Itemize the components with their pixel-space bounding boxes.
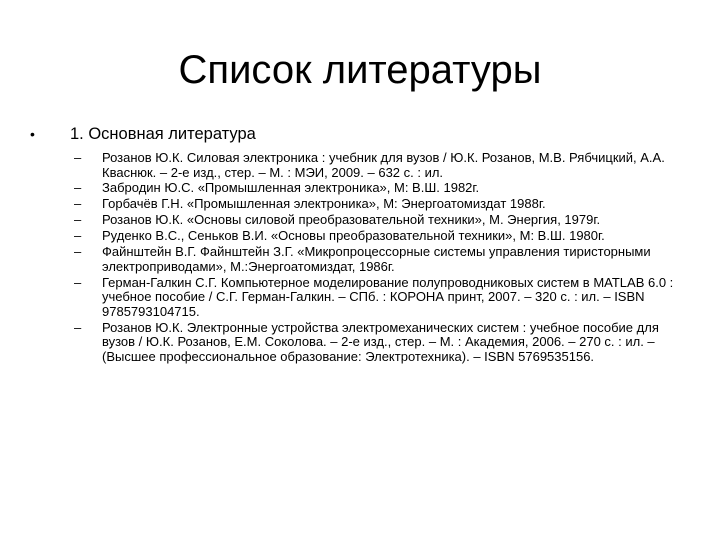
reference-text: Горбачёв Г.Н. «Промышленная электроника», М: Энергоатомиздат 1988г. <box>102 196 546 212</box>
dash-icon: – <box>74 228 82 244</box>
reference-text: Забродин Ю.С. «Промышленная электроника», М: В.Ш. 1982г. <box>102 180 480 196</box>
bullet-icon: • <box>30 126 35 142</box>
reference-item <box>74 213 694 228</box>
reference-text: Герман-Галкин С.Г. Компьютерное моделирование полупроводниковых систем в MATLAB 6.0 : учебное пособие / С.Г. Герман-Галкин. – СПб. : КОРОНА принт, 2007. – 320 с. : ил. – ISBN 9785793104715. <box>102 274 674 319</box>
reference-text: Руденко В.С., Сеньков В.И. «Основы преобразовательной техники», М: В.Ш. 1980г. <box>102 228 605 244</box>
reference-item <box>74 197 694 212</box>
section-heading: 1. Основная литература <box>70 125 256 143</box>
section-main-literature <box>28 123 688 145</box>
reference-item <box>74 321 694 365</box>
reference-text: Розанов Ю.К. «Основы силовой преобразовательной техники», М. Энергия, 1979г. <box>102 212 601 228</box>
dash-icon: – <box>74 244 82 260</box>
dash-icon: – <box>74 196 82 212</box>
reference-item <box>74 181 694 196</box>
reference-item <box>74 245 694 274</box>
reference-item <box>74 276 694 320</box>
reference-text: Розанов Ю.К. Силовая электроника : учебник для вузов / Ю.К. Розанов, М.В. Рябчицкий, А.А. Кваснюк. – 2-е изд., стер. – М. : МЭИ, 2009. – 632 с. : ил. <box>102 150 665 180</box>
reference-item <box>74 151 694 180</box>
reference-text: Файнштейн В.Г. Файнштейн З.Г. «Микропроцессорные системы управления тиристорными электроприводами», М.:Энергоатомиздат, 1986г. <box>102 244 651 274</box>
dash-icon: – <box>74 150 82 165</box>
dash-icon: – <box>74 180 82 196</box>
slide-title: Список литературы <box>178 48 542 92</box>
reference-list <box>74 151 694 364</box>
reference-item <box>74 229 694 244</box>
dash-icon: – <box>74 212 82 228</box>
slide-content <box>28 123 688 366</box>
dash-icon: – <box>74 319 82 335</box>
reference-text: Розанов Ю.К. Электронные устройства электромеханических систем : учебное пособие для вузов / Ю.К. Розанов, Е.М. Соколова. – 2-е изд., стер. – М. : Академия, 2006. – 270 с. : ил. – (Высшее профессиональное образование: Электротехника). – ISBN 5769535156. <box>102 319 659 364</box>
dash-icon: – <box>74 274 82 290</box>
